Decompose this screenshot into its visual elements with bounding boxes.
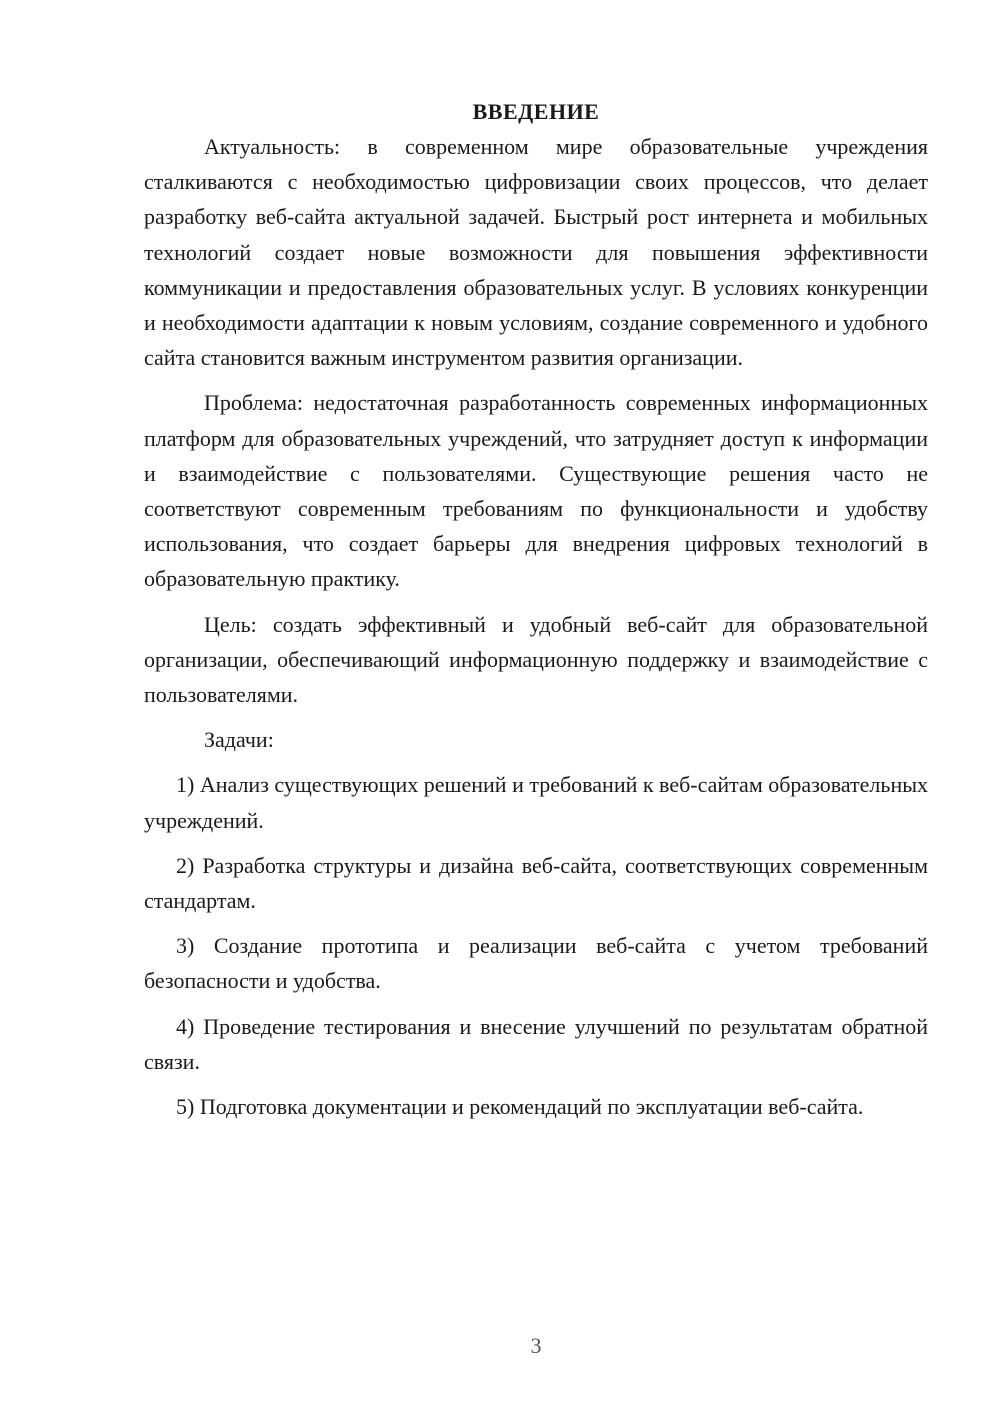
document-page <box>144 94 928 1134</box>
paragraph-problem: Проблема: недостаточная разработанность современных информационных платформ для образовательных учреждений, что затрудняет доступ к информации и взаимодействие с пользователями. Существующие решения часто не соответствуют современным требованиям по функциональности и удобству использования, что создает барьеры для внедрения цифровых технологий в образовательную практику. <box>144 390 928 592</box>
task-item: 5) Подготовка документации и рекомендаций по эксплуатации веб-сайта. <box>176 1094 864 1120</box>
task-item: 1) Анализ существующих решений и требований к веб-сайтам образовательных учреждений. <box>144 772 928 833</box>
tasks-heading: Задачи: <box>204 727 274 753</box>
task-item: 3) Создание прототипа и реализации веб-сайта с учетом требований безопасности и удобства. <box>144 933 928 994</box>
paragraph-relevance: Актуальность: в современном мире образовательные учреждения сталкиваются с необходимостью цифровизации своих процессов, что делает разработку веб-сайта актуальной задачей. Быстрый рост интернета и мобильных технологий создает новые возможности для повышения эффективности коммуникации и предоставления образовательных услуг. В условиях конкуренции и необходимости адаптации к новым условиям, создание современного и удобного сайта становится важным инструментом развития организации. <box>144 134 928 371</box>
page-title: ВВЕДЕНИЕ <box>472 99 600 124</box>
task-item: 2) Разработка структуры и дизайна веб-сайта, соответствующих современным стандартам. <box>144 852 928 914</box>
page-number: 3 <box>530 1333 542 1358</box>
task-item: 4) Проведение тестирования и внесение улучшений по результатам обратной связи. <box>144 1013 928 1074</box>
paragraph-goal: Цель: создать эффективный и удобный веб-сайт для образовательной организации, обеспечивающий информационную поддержку и взаимодействие с пользователями. <box>144 611 928 708</box>
